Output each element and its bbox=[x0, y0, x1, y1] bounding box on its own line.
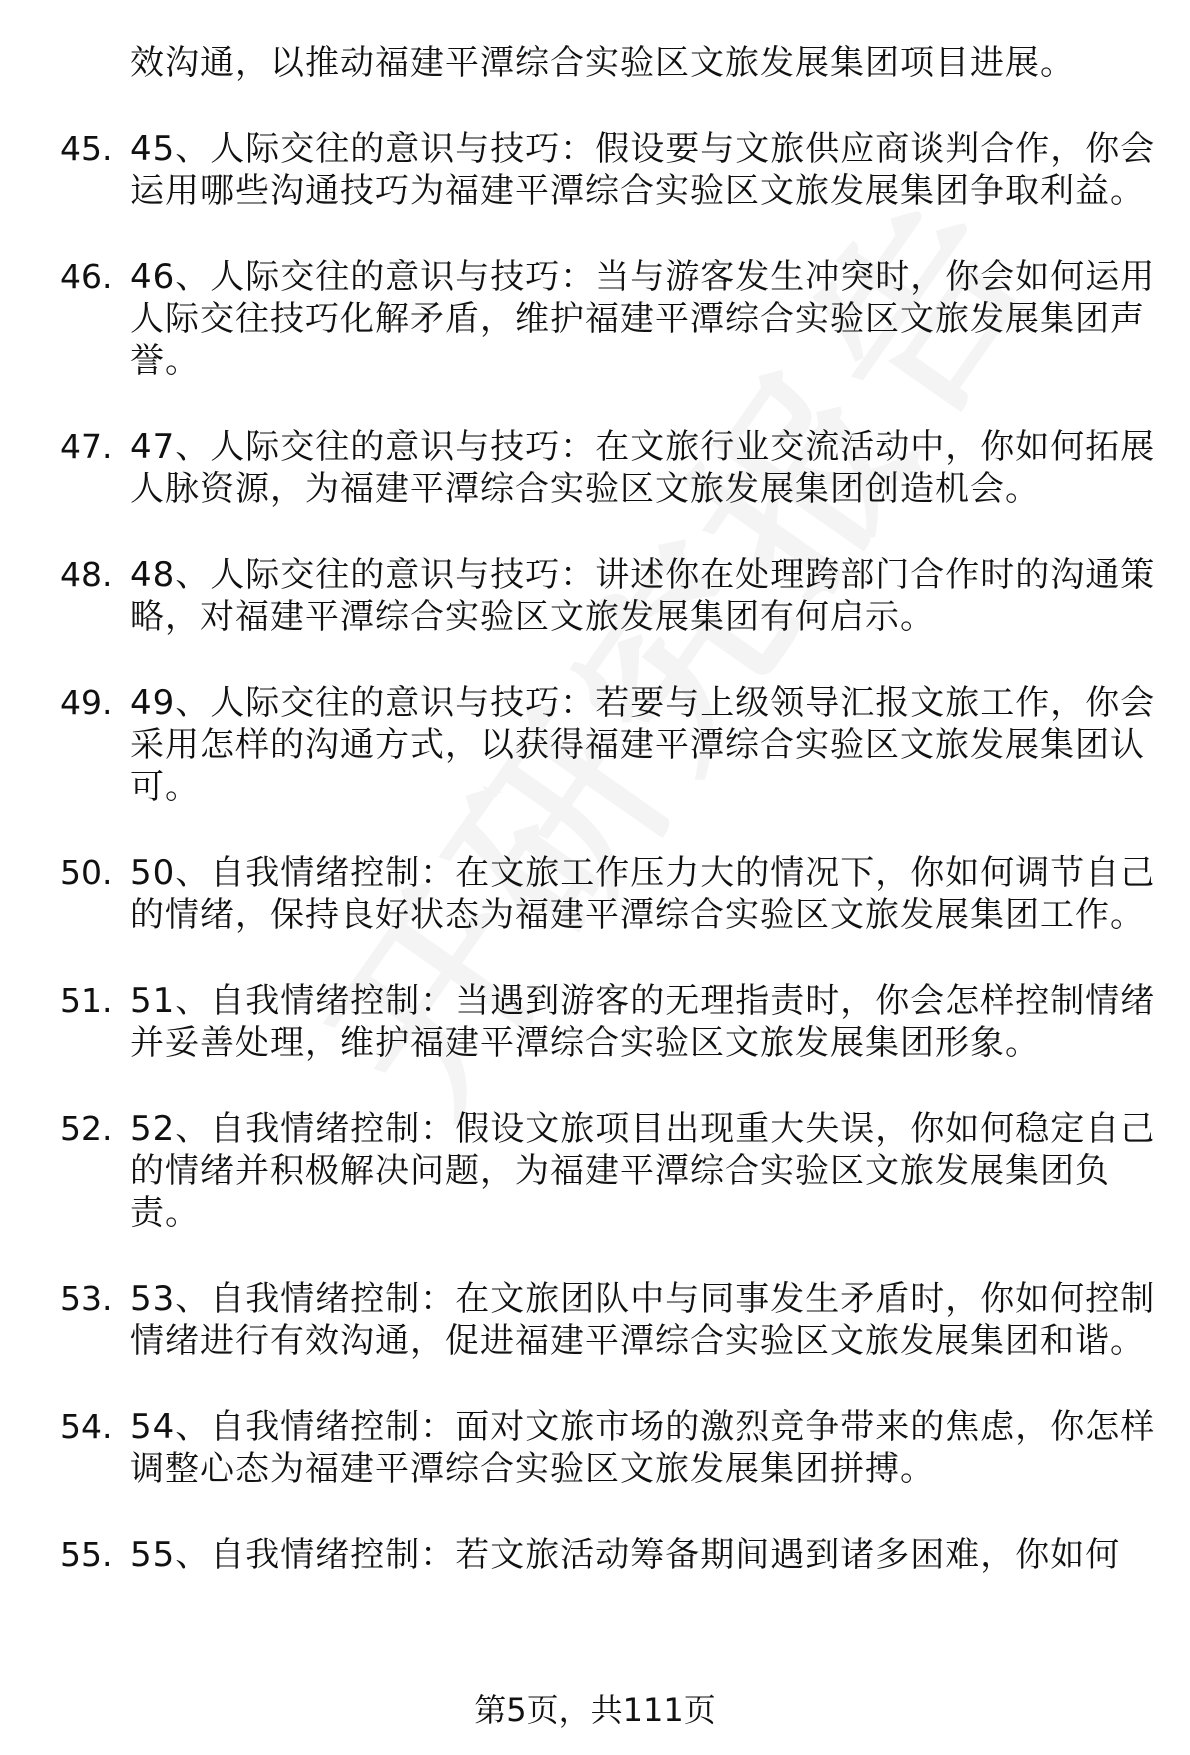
item-text: 54、自我情绪控制：面对文旅市场的激烈竞争带来的焦虑，你怎样调整心态为福建平潭综合实验区文旅发展集团拼搏。 bbox=[130, 1407, 1156, 1489]
item-number: 52. bbox=[60, 1109, 113, 1148]
item-text: 46、人际交往的意识与技巧：当与游客发生冲突时，你会如何运用人际交往技巧化解矛盾，维护福建平潭综合实验区文旅发展集团声誉。 bbox=[130, 257, 1156, 381]
item-number: 51. bbox=[60, 981, 113, 1020]
item-text: 51、自我情绪控制：当遇到游客的无理指责时，你会怎样控制情绪并妥善处理，维护福建平潭综合实验区文旅发展集团形象。 bbox=[130, 981, 1156, 1063]
item-text: 53、自我情绪控制：在文旅团队中与同事发生矛盾时，你如何控制情绪进行有效沟通，促进福建平潭综合实验区文旅发展集团和谐。 bbox=[130, 1279, 1156, 1361]
item-number: 46. bbox=[60, 257, 113, 296]
item-text: 45、人际交往的意识与技巧：假设要与文旅供应商谈判合作，你会运用哪些沟通技巧为福建平潭综合实验区文旅发展集团争取利益。 bbox=[130, 129, 1156, 211]
list-item bbox=[60, 1278, 1160, 1362]
item-number: 54. bbox=[60, 1407, 113, 1446]
item-number: 47. bbox=[60, 427, 113, 466]
item-text: 52、自我情绪控制：假设文旅项目出现重大失误，你如何稳定自己的情绪并积极解决问题，为福建平潭综合实验区文旅发展集团负责。 bbox=[130, 1109, 1156, 1233]
list-item bbox=[60, 1108, 1160, 1234]
item-text: 55、自我情绪控制：若文旅活动筹备期间遇到诸多困难，你如何 bbox=[130, 1535, 1121, 1575]
item-number: 45. bbox=[60, 129, 113, 168]
list-item bbox=[60, 1534, 1160, 1576]
list-item bbox=[60, 1406, 1160, 1490]
list-item bbox=[60, 682, 1160, 808]
item-text: 48、人际交往的意识与技巧：讲述你在处理跨部门合作时的沟通策略，对福建平潭综合实验区文旅发展集团有何启示。 bbox=[130, 555, 1156, 637]
continuation-text: 效沟通，以推动福建平潭综合实验区文旅发展集团项目进展。 bbox=[130, 43, 1075, 83]
item-text: 47、人际交往的意识与技巧：在文旅行业交流活动中，你如何拓展人脉资源，为福建平潭综合实验区文旅发展集团创造机会。 bbox=[130, 427, 1156, 509]
item-number: 49. bbox=[60, 683, 113, 722]
page-footer: 第5页，共111页 bbox=[474, 1691, 716, 1729]
item-number: 50. bbox=[60, 853, 113, 892]
list-item bbox=[60, 128, 1160, 212]
list-item bbox=[60, 980, 1160, 1064]
item-number: 53. bbox=[60, 1279, 113, 1318]
question-list bbox=[60, 42, 1160, 1620]
item-number: 48. bbox=[60, 555, 113, 594]
list-item bbox=[60, 256, 1160, 382]
list-item bbox=[60, 554, 1160, 638]
item-number: 55. bbox=[60, 1535, 113, 1574]
list-item bbox=[60, 852, 1160, 936]
list-item bbox=[60, 426, 1160, 510]
item-text: 50、自我情绪控制：在文旅工作压力大的情况下，你如何调节自己的情绪，保持良好状态为福建平潭综合实验区文旅发展集团工作。 bbox=[130, 853, 1156, 935]
item-text: 49、人际交往的意识与技巧：若要与上级领导汇报文旅工作，你会采用怎样的沟通方式，以获得福建平潭综合实验区文旅发展集团认可。 bbox=[130, 683, 1156, 807]
